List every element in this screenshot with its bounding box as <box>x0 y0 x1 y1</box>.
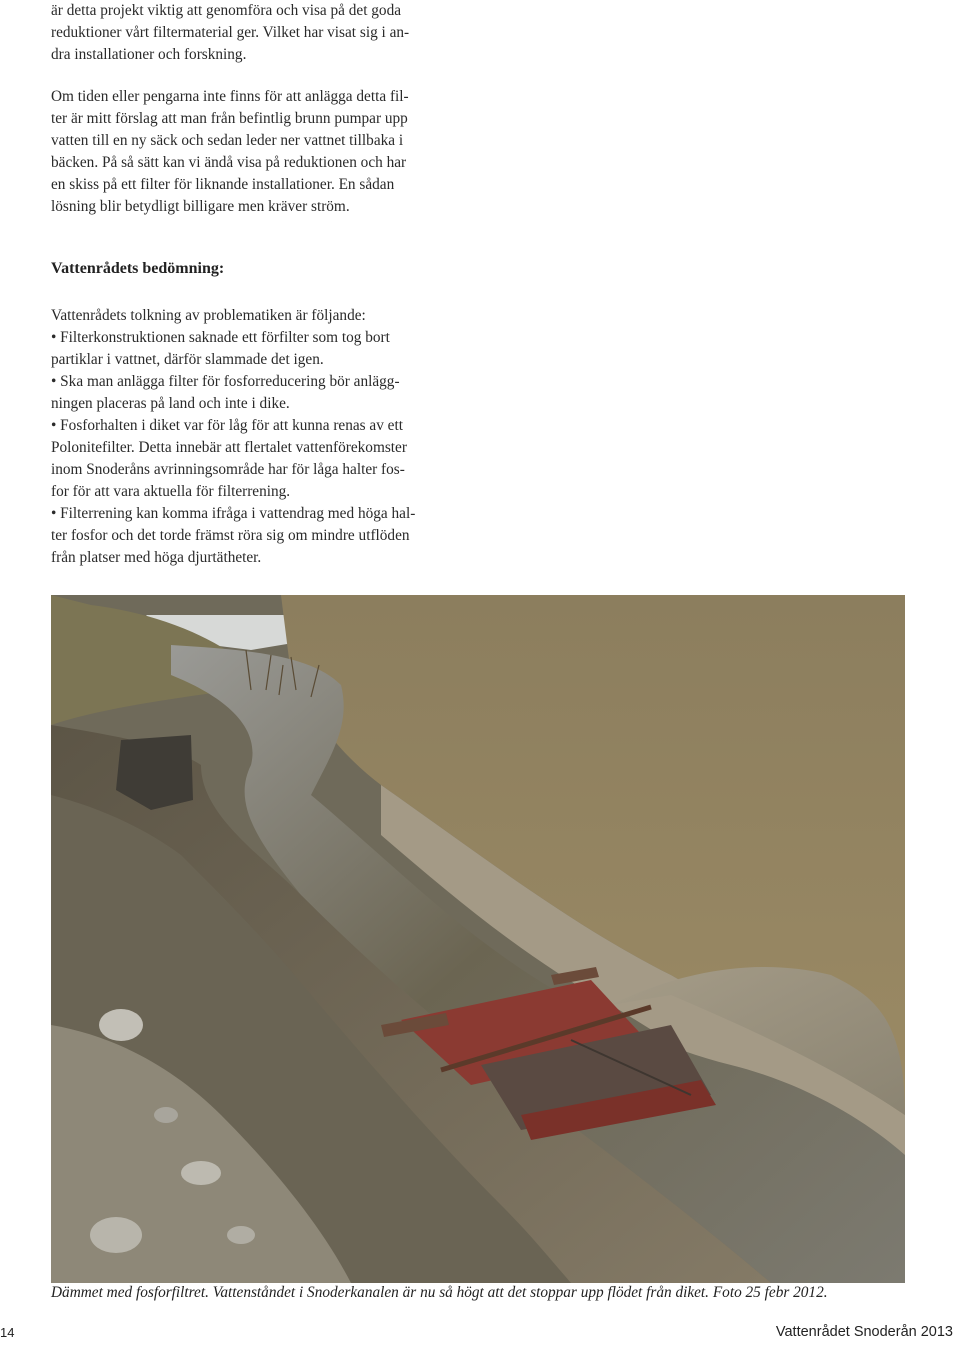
ditch-dam-photo <box>51 595 905 1283</box>
paragraph-pump-proposal <box>51 86 469 218</box>
text-line: for för att vara aktuella för filterrening. <box>51 483 291 500</box>
text-line: inom Snoderåns avrinningsområde har för låga halter fos- <box>51 461 405 478</box>
text-line: ter fosfor och det torde främst röra sig om mindre utflöden <box>51 527 410 544</box>
text-line: ter är mitt förslag att man från befintlig brunn pumpar upp <box>51 110 408 127</box>
text-line: är detta projekt viktig att genomföra och visa på det goda <box>51 2 402 19</box>
text-line: dra installationer och forskning. <box>51 46 247 63</box>
text-line: från platser med höga djurtätheter. <box>51 549 262 566</box>
photo-caption: Dämmet med fosforfiltret. Vattenståndet i Snoderkanalen är nu så högt att det stoppar upp flödet från diket. Foto 25 febr 2012. <box>51 1284 828 1301</box>
paragraph-assessment <box>51 305 469 569</box>
text-line: lösning blir betydligt billigare men kräver ström. <box>51 198 350 215</box>
text-line: Vattenrådets tolkning av problematiken är följande: <box>51 307 366 324</box>
page-number: 14 <box>0 1325 15 1340</box>
text-line: en skiss på ett filter för liknande installationer. En sådan <box>51 176 395 193</box>
text-line: Polonitefilter. Detta innebär att flertalet vattenförekomster <box>51 439 407 456</box>
bullet-line: • Fosforhalten i diket var för låg för att kunna renas av ett <box>51 417 403 434</box>
text-line: Om tiden eller pengarna inte finns för att anlägga detta fil- <box>51 88 409 105</box>
text-line: vatten till en ny säck och sedan leder ner vattnet tillbaka i <box>51 132 404 149</box>
text-line: partiklar i vattnet, därför slammade det igen. <box>51 351 324 368</box>
section-heading: Vattenrådets bedömning: <box>51 260 225 277</box>
footer-publication-title: Vattenrådet Snoderån 2013 <box>775 1324 953 1340</box>
bullet-line: • Filterkonstruktionen saknade ett förfilter som tog bort <box>51 329 390 346</box>
text-line: bäcken. På så sätt kan vi ändå visa på reduktionen och har <box>51 154 407 171</box>
paragraph-top <box>51 0 469 66</box>
bullet-line: • Ska man anlägga filter för fosforreducering bör anlägg- <box>51 373 400 390</box>
text-line: ningen placeras på land och inte i dike. <box>51 395 290 412</box>
text-line: reduktioner vårt filtermaterial ger. Vilket har visat sig i an- <box>51 24 410 41</box>
bullet-line: • Filterrening kan komma ifråga i vattendrag med höga hal- <box>51 505 416 522</box>
